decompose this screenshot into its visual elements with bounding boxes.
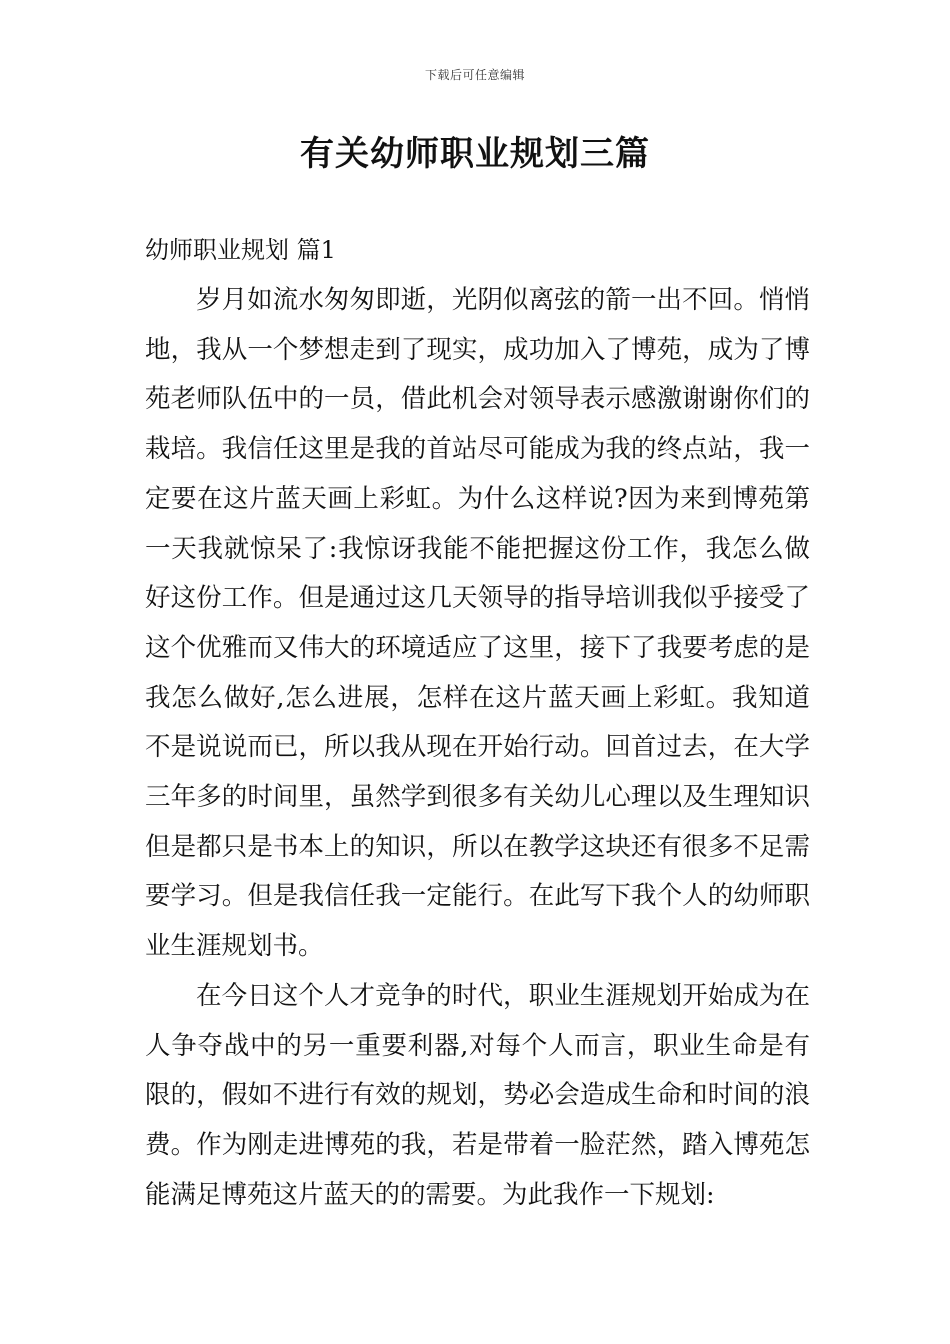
document-title: 有关幼师职业规划三篇 xyxy=(300,134,650,174)
body-paragraph-1-block xyxy=(145,276,810,972)
header-note: 下载后可任意编辑 xyxy=(424,68,525,82)
body-paragraph: 岁月如流水匆匆即逝，光阴似离弦的箭一出不回。悄悄地，我从一个梦想走到了现实，成功加入了博苑，成为了博苑老师队伍中的一员，借此机会对领导表示感激谢谢你们的栽培。我信任这里是我的首站尽可能成为我的终点站，我一定要在这片蓝天画上彩虹。为什么这样说?因为来到博苑第一天我就惊呆了:我惊讶我能不能把握这份工作，我怎么做好这份工作。但是通过这几天领导的指导培训我似乎接受了这个优雅而又伟大的环境适应了这里，接下了我要考虑的是我怎么做好,怎么进展，怎样在这片蓝天画上彩虹。我知道不是说说而已，所以我从现在开始行动。回首过去，在大学三年多的时间里，虽然学到很多有关幼儿心理以及生理知识但是都只是书本上的知识，所以在教学这块还有很多不足需要学习。但是我信任我一定能行。在此写下我个人的幼师职业生涯规划书。 xyxy=(145,285,810,962)
body-paragraph: 在今日这个人才竞争的时代，职业生涯规划开始成为在人争夺战中的另一重要利器,对每个人而言，职业生命是有限的，假如不进行有效的规划，势必会造成生命和时间的浪费。作为刚走进博苑的我，若是带着一脸茫然，踏入博苑怎能满足博苑这片蓝天的的需要。为此我作一下规划: xyxy=(145,981,810,1210)
section-heading: 幼师职业规划 篇1 xyxy=(145,236,336,264)
body-paragraph-2-block xyxy=(145,972,810,1221)
